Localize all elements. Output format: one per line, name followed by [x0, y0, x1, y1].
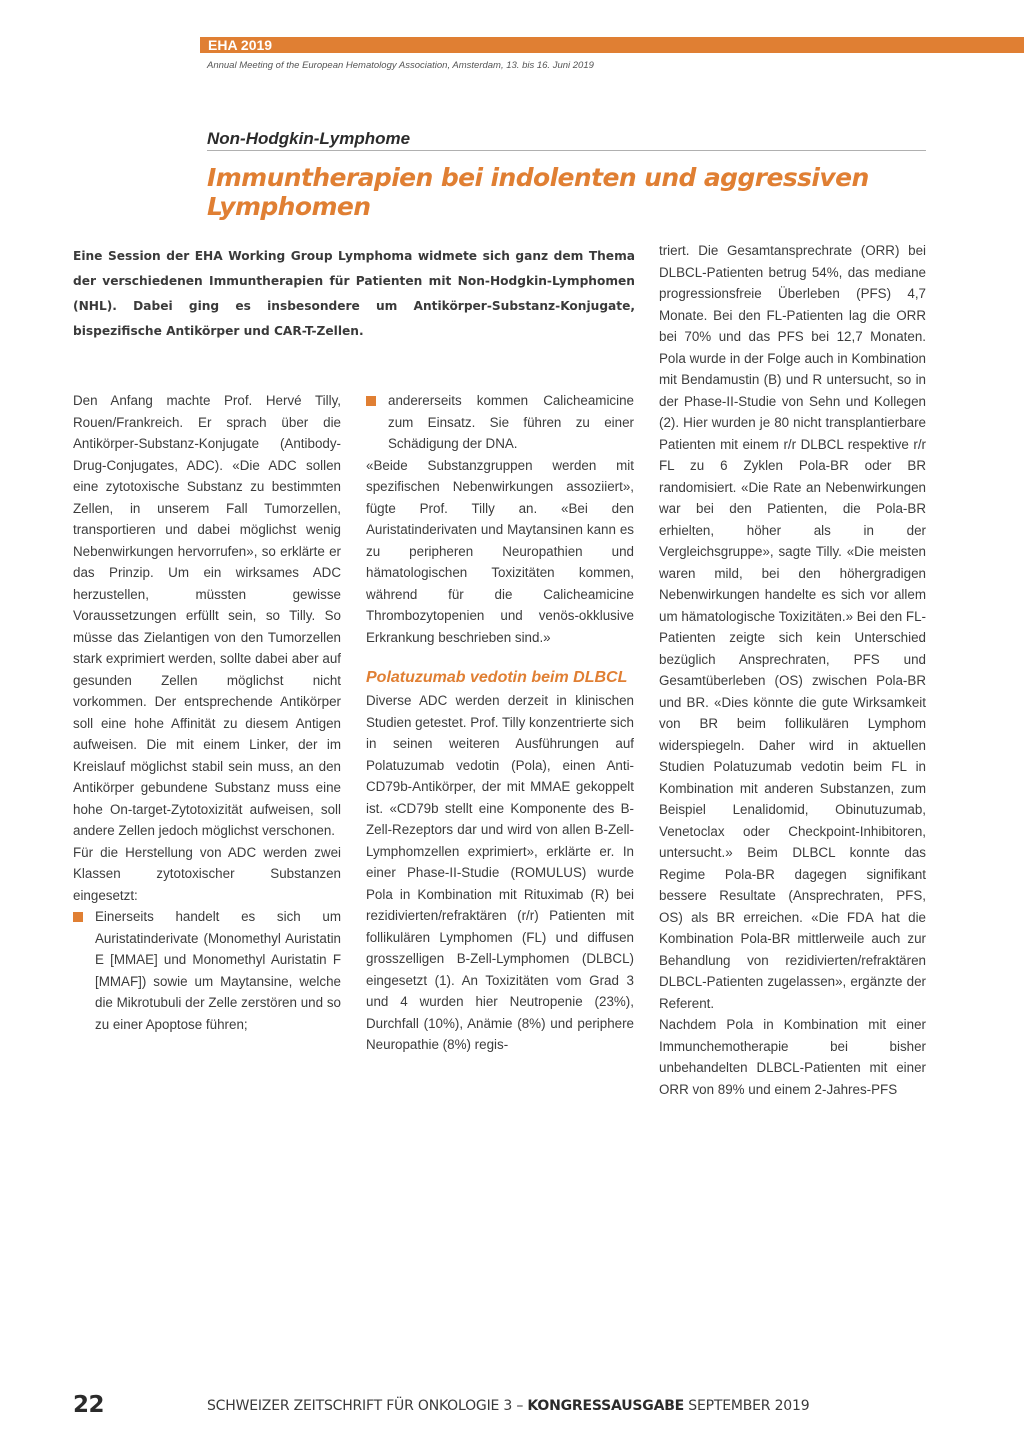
paragraph: triert. Die Gesamtansprechrate (ORR) bei DLBCL-Patienten betrug 54%, das mediane progressionsfreie Überleben (PFS) 4,7 Monate. Bei den FL-Patienten lag die ORR bei 70% und das PFS bei 12,7 Monaten. Pola wurde in der Folge auch in Kombination mit Bendamustin (B) und R untersucht, so in der Phase-II-Studie von Sehn und Kollegen (2). Hier wurden je 80 nicht transplantierbare Patienten mit einem r/r DLBCL respektive r/r FL zu 6 Zyklen Pola-BR oder BR randomisiert. «Die Rate an Nebenwirkungen war bei den Patienten, die Pola-BR erhielten, höher als in der Vergleichsgruppe», sagte Tilly. «Die meisten waren mild, bei den höhergradigen Nebenwirkungen handelte es sich vor allem um hämatologische Toxizitäten.» Bei den FL-Patienten zeigte sich kein Unterschied bezüglich Ansprechraten, PFS und Gesamtüberleben (OS) zwischen Pola-BR und BR. «Dies könnte die gute Wirksamkeit von BR beim follikulären Lymphom widerspiegeln. Daher wird in aktuellen Studien Polatuzumab vedotin beim FL in Kombination mit anderen Substanzen, zum Beispiel Lenalidomid, Obinutuzumab, Venetoclax oder Checkpoint-Inhibitoren, untersucht.» Beim DLBCL konnte das Regime Pola-BR dagegen signifikant bessere Resultate (Ansprechraten, PFS, OS) als BR erreichen. «Die FDA hat die Kombination Pola-BR mittlerweile auch zur Behandlung von rezidivierten/refraktären DLBCL-Patienten zugelassen», ergänzte der Referent.: [659, 243, 926, 1011]
journal-name: SCHWEIZER ZEITSCHRIFT FÜR ONKOLOGIE 3 –: [207, 1398, 528, 1414]
paragraph: Den Anfang machte Prof. Hervé Tilly, Rouen/Frankreich. Er sprach über die Antikörper-Substanz-Konjugate (Antibody-Drug-Conjugates, ADC). «Die ADC sollen eine zytotoxische Substanz zu bestimmten Zellen, in unserem Fall Tumorzellen, transportieren und dabei möglichst wenig Nebenwirkungen hervorrufen», so erklärte er das Prinzip. Um ein wirksames ADC herzustellen, müssten gewisse Voraussetzungen erfüllt sein, so Tilly. So müsse das Zielantigen von den Tumorzellen stark exprimiert werden, sollte dabei aber auf gesunden Zellen möglichst nicht vorkommen. Der entsprechende Antikörper soll eine hohe Affinität zu diesem Antigen aufweisen. Die mit einem Linker, der im Kreislauf möglichst stabil sein muss, an den Antikörper gebundene Substanz muss eine hohe On-target-Zytotoxizität aufweisen, soll andere Zellen jedoch möglichst verschonen.: [73, 393, 341, 838]
list-item-text: andererseits kommen Calicheamicine zum Einsatz. Sie führen zu einer Schädigung der DNA.: [388, 393, 634, 451]
section-title: Non-Hodgkin-Lymphome: [207, 129, 411, 148]
list-item: [366, 390, 634, 455]
issue-name: KONGRESSAUSGABE: [527, 1398, 685, 1414]
page-number: 22: [73, 1392, 105, 1418]
congress-meta: Annual Meeting of the European Hematology Association, Amsterdam, 13. bis 16. Juni 2019: [207, 60, 594, 71]
list-item-text: Einerseits handelt es sich um Auristatinderivate (Monomethyl Auristatin E [MMAE] und Monomethyl Auristatin F [MMAF]) sowie um Maytansine, welche die Mikrotubuli der Zelle zerstören und so zu einer Apoptose führen;: [95, 909, 341, 1032]
header-bar-gap: [0, 37, 200, 53]
lead-text: Eine Session der EHA Working Group Lymphoma widmete sich ganz dem Thema der verschiedenen Immuntherapien für Patienten mit Non-Hodgkin-Lymphomen (NHL). Dabei ging es insbesondere um Antikörper-Substanz-Konjugate, bispezifische Antikörper und CAR-T-Zellen.: [73, 249, 635, 338]
paragraph: Diverse ADC werden derzeit in klinischen Studien getestet. Prof. Tilly konzentrierte sich in seinen weiteren Ausführungen auf Polatuzumab vedotin (Pola), einen Anti-CD79b-Antikörper, der mit MMAE gekoppelt ist. «CD79b stellt eine Komponente des B-Zell-Rezeptors dar und wird von allen B-Zell-Lymphomzellen exprimiert», erklärte er. In einer Phase-II-Studie (ROMULUS) wurde Pola in Kombination mit Rituximab (R) bei rezidivierten/refraktären (r/r) Patienten mit follikulären Lymphomen (FL) und diffusen grosszelligen B-Zell-Lymphomen (DLBCL) eingesetzt (1). An Toxizitäten vom Grad 3 und 4 wurden hier Neutropenie (23%), Durchfall (10%), Anämie (8%) und periphere Neuropathie (8%) regis-: [366, 693, 634, 1052]
section-rule: [207, 150, 926, 151]
paragraph: «Beide Substanzgruppen werden mit spezifischen Nebenwirkungen assoziiert», fügte Prof. Tilly an. «Bei den Auristatinderivaten und Maytansinen kann es zu peripheren Neuropathien und hämatologischen Toxizitäten kommen, während für die Calicheamicine Thrombozytopenien und venös-okklusive Erkrankung beschrieben sind.»: [366, 457, 634, 645]
list-item: [73, 906, 341, 1035]
column-2: [366, 390, 634, 1056]
header-accent-bar: [0, 37, 1024, 53]
column-3: [659, 240, 926, 1100]
congress-brand: EHA 2019: [208, 37, 273, 53]
article-lead: [73, 244, 635, 344]
bullet-square-icon: [366, 396, 376, 406]
subheading: Polatuzumab vedotin beim DLBCL: [366, 669, 628, 686]
column-1: [73, 390, 341, 1035]
paragraph: Für die Herstellung von ADC werden zwei Klassen zytotoxischer Substanzen eingesetzt:: [73, 844, 341, 903]
bullet-square-icon: [73, 912, 83, 922]
journal-footer: [207, 1398, 809, 1414]
paragraph: Nachdem Pola in Kombination mit einer Immunchemotherapie bei bisher unbehandelten DLBCL-Patienten mit einer ORR von 89% und einem 2-Jahres-PFS: [659, 1017, 926, 1097]
article-title: Immuntherapien bei indolenten und aggressiven Lymphomen: [207, 163, 869, 221]
issue-date: SEPTEMBER 2019: [684, 1398, 810, 1414]
